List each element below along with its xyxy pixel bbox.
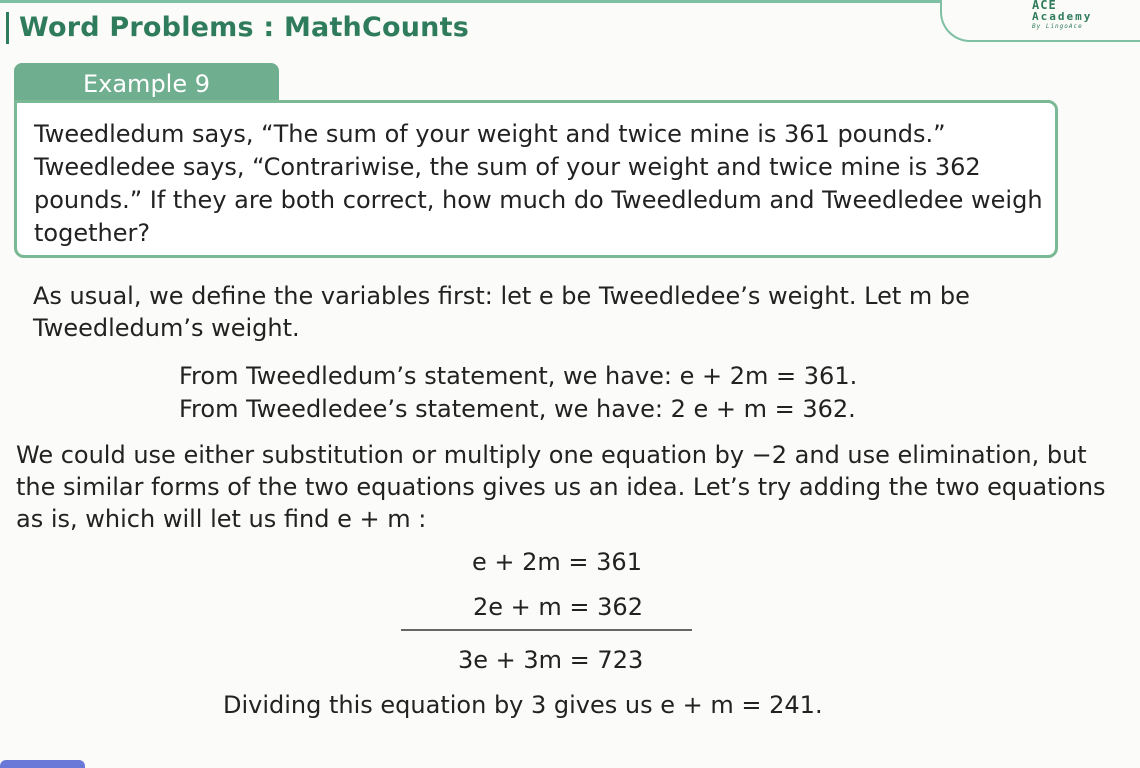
logo-line-1: ACE xyxy=(1032,0,1057,12)
ace-academy-logo xyxy=(1032,0,1092,30)
page-title: Word Problems : MathCounts xyxy=(6,12,469,44)
equation-sum: 3e + 3m = 723 xyxy=(458,646,644,674)
equation-1: e + 2m = 361 xyxy=(472,548,642,576)
statement-2: From Tweedledee’s statement, we have: 2 e + m = 362. xyxy=(179,395,856,423)
problem-box xyxy=(14,100,1058,258)
equation-2: 2e + m = 362 xyxy=(473,593,643,621)
statement-1: From Tweedledum’s statement, we have: e + 2m = 361. xyxy=(179,362,858,390)
solution-conclusion: Dividing this equation by 3 gives us e + m = 241. xyxy=(223,691,823,719)
sum-rule xyxy=(401,629,692,631)
problem-text: Tweedledum says, “The sum of your weight and twice mine is 361 pounds.” Tweedledee says, “Contrariwise, the sum of your weight and twice mine is 362 pounds.” If they are both correct, how much do Tweedledum and Tweedledee weigh together? xyxy=(34,120,1043,247)
bottom-tab[interactable] xyxy=(0,760,85,768)
logo-line-2: Academy xyxy=(1032,10,1093,23)
logo-line-3: By LingoAce xyxy=(1032,23,1083,30)
example-label: Example 9 xyxy=(14,63,279,103)
solution-intro: As usual, we define the variables first: let e be Tweedledee’s weight. Let m be Tweedledum’s weight. xyxy=(33,282,970,342)
solution-approach: We could use either substitution or multiply one equation by −2 and use elimination, but the similar forms of the two equations gives us an idea. Let’s try adding the two equations as is, which will let us find e + m : xyxy=(16,441,1106,533)
